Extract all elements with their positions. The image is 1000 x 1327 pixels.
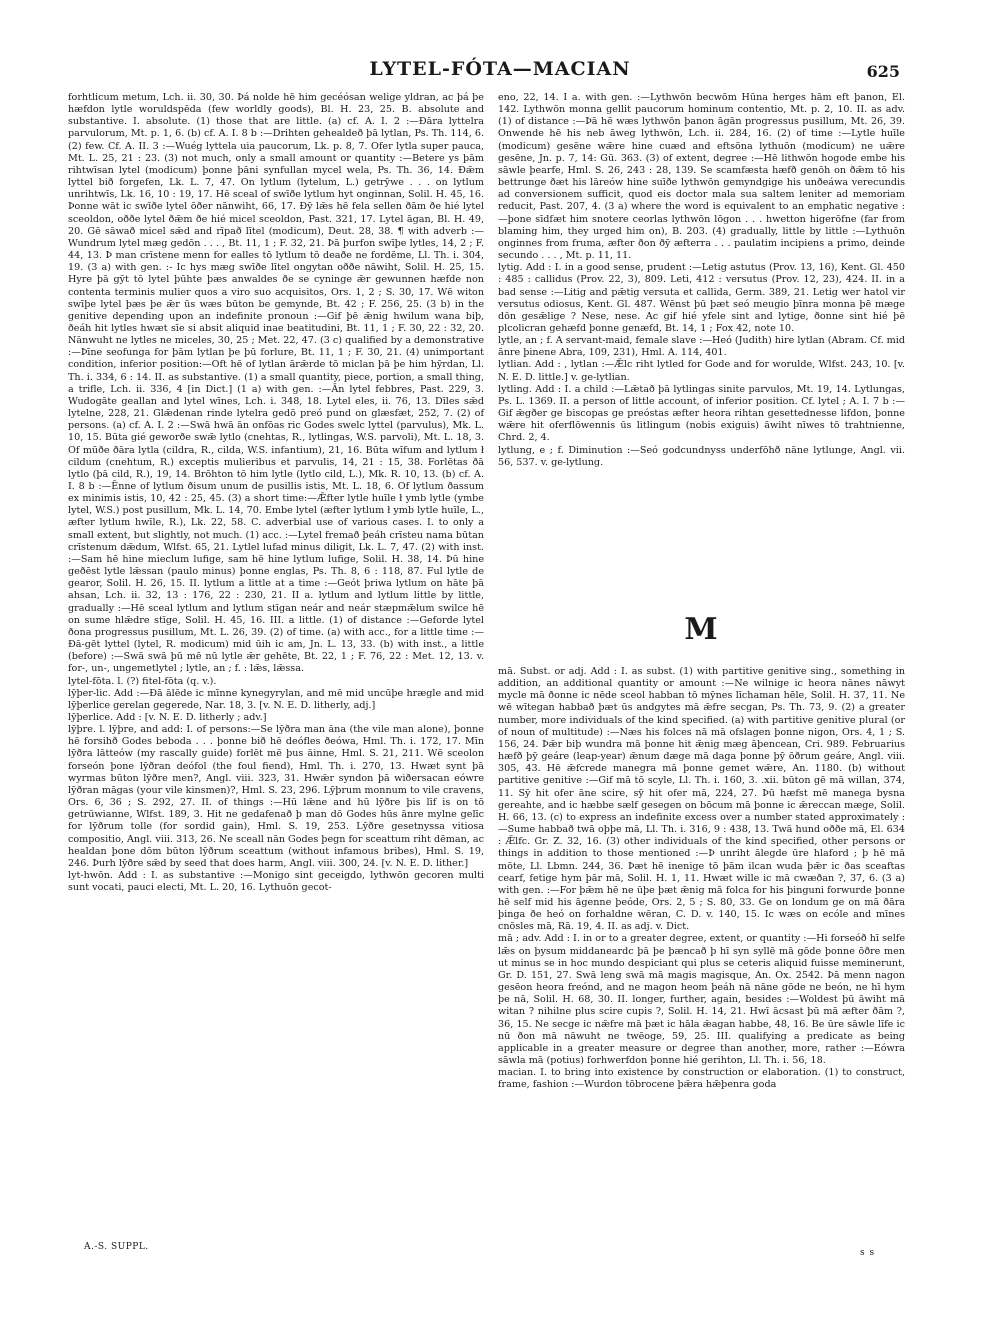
entry-lytling: lytling. Add : I. a child :—Lǣtað þā lytlingas sinite parvulos, Mt. 19, 14. Lytlungas, Ps. L. 1369. II. a person of little account, of inferior position. Cf. lytel ; A. I. 7 b :—Gif ǣgðer ge biscopas ge preóstas æfter heora rihtan gesettednesse lifdon, þonne wǣre hit oferflōwennis ūs litlingum (nobis exiguis) āwiht nīwes tō trahtnienne, Chrd. 2, 4. <box>498 383 905 444</box>
right-column-m-section <box>498 666 905 1091</box>
entry-lyther-lic: lȳþer-lic. Add :—Ðā ālēde ic mīnne kynegyrylan, and mē mid uncūþe hrægle and mid lȳþerlice gerelan gegerede, Nar. 18, 3. [v. N. E. D. litherly, adj.] <box>68 687 484 711</box>
entry-lythre: lȳþre. l. lȳþre, and add: I. of persons:—Se lȳðra man āna (the vile man alone), þonne hē forsihð Godes beboda . . . þonne bið hē deófles ðeówa, Hml. Th. i. 172, 17. Mīn lȳðra lātteów (my rascally guide) forlēt mē þus āinne, Hml. S. 21, 211. Wē sceolon forseón þone lȳðran deófol (the foul fiend), Hml. Th. i. 270, 13. Hwæt synt þā wyrmas būton lȳðre men?, Angl. viii. 323, 31. Hwǣr syndon þā wiðersacan eówre lȳðran māgas (your vile kinsmen)?, Hml. S. 23, 296. Lȳþrum monnum to vile cravens, Ors. 6, 36 ; S. 292, 27. II. of things :—Hū lǣne and hū lȳðre þis līf is on tō getrūwianne, Wlfst. 189, 3. Hit ne gedafenað þ man dō Godes hūs ānre mylne gelīc for lȳðrum tolle (for sordid gain), Hml. S. 19, 253. Lȳðre gesetnyssa vitiosa compositio, Angl. viii. 313, 26. Ne sceall nān Godes þegn for sceattum riht dēman, ac healdan þone dōm būton lȳðrum sceattum (without infamous bribes), Hml. S. 19, 246. Þurh lȳðre sǣd by seed that does harm, Angl. viii. 300, 24. [v. N. E. D. lither.] <box>68 724 484 869</box>
entry-lyt-hwon-continued: eno, 22, 14. I a. with gen. :—Lythwōn becwōm Hūna herges hām eft þanon, El. 142. Lythwōn monna gellit paucorum hominum contentio, Mt. p. 2, 10. II. as adv. (1) of distance :—Þā hē wæs lythwōn þanon āgān progressus pusillum, Mt. 26, 39. Onwende hē his neb āweg lythwōn, Lch. ii. 284, 16. (2) of time :—Lytle huīle (modicum) gesēne wǣre hine cuæd and eftsōna lythuōn (modicum) ne uǣre gesēne, Jn. p. 7, 14: Gū. 363. (3) of extent, degree :—Hē lithwōn hogode embe his sāwle þearfe, Hml. S. 26, 243 : 28, 139. Se scamfæsta hæfð genōh on ðǣm tō his bettrunge ðæt his lāreów hine suīðe lythwōn gemyndgige his unðeáwa verecundis ad conversionem sufficit, quod eis doctor mala sua saltem leniter ad memoriam reducit, Past. 207, 4. (3 a) where the word is equivalent to an emphatic negative :—þone sīdfæt him snotere ceorlas lythwōn lōgon . . . hwetton higerōfne (far from blaming him, they urged him on), B. 203. (4) gradually, little by little :—Lythuōn onginnes from fruma, æfter ðon ðȳ æfterra . . . paulatim incipiens a primo, deinde secundo . . . , Mt. p. 11, 11. <box>498 92 905 262</box>
entry-lytlung: lytlung, e ; f. Diminution :—Seó godcundnyss underfōhð nāne lytlunge, Angl. vii. 56, 537. v. ge-lytlung. <box>498 444 905 468</box>
left-column <box>68 92 484 894</box>
entry-lytherlice: lȳþerlice. Add : [v. N. E. D. litherly ; adv.] <box>68 711 267 723</box>
sheet-mark: s s <box>860 1248 876 1258</box>
entry-lytel-fota: lytel-fōta. l. (?) fitel-fōta (q. v.). <box>68 675 217 687</box>
entry-lytel-continued: forhtlicum metum, Lch. ii. 30, 30. Þá nolde hē him gecéósan welige yldran, ac þá þe hæfdon lytle woruldspēda (few worldly goods), Bl. H. 23, 25. B. absolute and substantive. I. absolute. (1) those that are little. (a) cf. A. I. 2 :—Ðāra lyttelra parvulorum, Mt. p. 1, 6. (b) cf. A. I. 8 b :—Drihten gehealdeð þā lytlan, Ps. Th. 114, 6. (2) few. Cf. A. II. 3 :—Wuég lyttela uia paucorum, Lk. p. 8, 7. Ofer lytla super pauca, Mt. L. 25, 21 : 23. (3) not much, only a small amount or quantity :—Betere ys þām rihtwīsan lytel (modicum) þonne þāni synfullan mycel wela, Ps. Th. 36, 14. Ðǣm lyttel bið forgefen, Lk. L. 7, 47. On lytlum (lytelum, L.) getrȳwe . . . on lytlum unrihtwīs, Lk. 16, 10 : 19, 17. Hē sceal of swīðe lytlum hyt onginnan, Solil. H. 45, 16. Þonne wāt ic swīðe lytel ōðer nānwiht, 66, 17. Ðȳ lǣs hē fela sellen ðām ðe hié lytel sceoldon, oððe lytel ðǣm ðe hié micel sceoldon, Past. 321, 17. Lytel āgan, Bl. H. 49, 20. Gē sāwað micel sǣd and rīpað lītel (modicum), Deut. 28, 38. ¶ with adverb :—Wundrum lytel mæg gedōn . . . , Bt. 11, 1 ; F. 32, 21. Þā þurfon swīþe lytles, 14, 2 ; F. 44, 13. Þ man crīstene menn for ealles tō lytlum tō deaðe ne fordēme, Ll. Th. i. 304, 19. (3 a) with gen. :- Ic hys mæg swīðe lītel ongytan oððe nāwiht, Solil. H. 25, 15. Hyre þā gȳt tō lytel þūhte þæs anwaldes ðe se cyninge ǣr gewunnen hæfde non contenta terminis mulier quos a viro suo acquisitos, Ors. 1, 2 ; S. 30, 17. Wē witon swīþe lytel þæs þe ǣr ūs wæs būton be gemynde, Bt. 42 ; F. 256, 25. (3 b) in the genitive depending upon an indefinite pronoun :—Gif þē ǣnig hwilum wana biþ, ðeáh hit lytles hwæt sīe si absit aliquid inae beatitudini, Bt. 11, 1 ; F. 30, 22 : 32, 20. Nānwuht ne lytles ne miceles, 30, 25 ; Met. 22, 47. (3 c) qualified by a demonstrative :—Þīne seofunga for þām lytlan þe þū forlure, Bt. 11, 1 ; F. 30, 21. (4) unimportant condition, inferior position:—Oft hē of lytlan ārǣrde tō miclan þā þe him hȳrdan, Ll. Th. i. 334, 6 : 14. II. as substantive. (1) a small quantity, piece, portion, a small thing, a trifle, Lch. ii. 336, 4 [in Dict.] (1 a) with gen. :—Ān lytel febbres, Past. 229, 3. Wudogāte geallan and lytel wīnes, Lch. i. 348, 18. Lytel eles, ii. 76, 13. Dīles sǣd lytelne, 228, 21. Glǣdenan rinde lytelra gedō preó pund on glæsfæt, 252, 7. (2) of persons. (a) cf. A. I. 2 :—Swā hwā ān onfōas ric Godes swelc lyttel (parvulus), Mk. L. 10, 15. Būta gié geworðe swǣ lytlo (cnehtas, R., lytlingas, W.S. parvoli), Mt. L. 18, 3. Of mūðe ðāra lytla (cildra, R., cilda, W.S. infantium), 21, 16. Būta wīfum and lytlum ł cildum (cnehtum, R.) exceptis mulieribus et parvulis, 14, 21 : 15, 38. Forlētas ðā lytlo (þā cild, R.), 19, 14. Brōhton tō him lytle (lytlo cild, L.), Mk. R. 10, 13. (b) cf. A. I. 8 b :—Ēnne of lytlum ðisum unum de pusillis istis, Mt. L. 18, 6. Of lytlum ðassum ex minimis istis, 10, 42 : 25, 45. (3) a short time:—Ǣfter lytle huīle ł ymb lytle (ymbe lytel, W.S.) post pusillum, Mk. L. 14, 70. Embe lytel (æfter lytlum ł ymb lytle huīle, L., æfter lytlum hwīle, R.), Lk. 22, 58. C. adverbial use of various cases. I. to only a small extent, but slightly, not much. (1) acc. :—Lytel fremað þeáh crīsteu nama būtan crīstenum dǣdum, Wlfst. 65, 21. Lytlel lufad minus diligit, Lk. L. 7, 47. (2) with inst. :—Sam hē hine mieclum lufige, sam hē hine lytlum lufige, Solil. H. 38, 14. Þū hine geðēst lytle lǣssan (paulo minus) þonne englas, Ps. Th. 8, 6 : 118, 87. Ful lytle de gearor, Solil. H. 26, 15. II. lytlum a little at a time :—Geót þriwa lytlum on hāte þā ahsan, Lch. ii. 32, 13 : 176, 22 : 230, 21. II a. lytlum and lytlum little by little, gradually :—Hē sceal lytlum and lytlum stīgan neár and neár stæpmǣlum swilce hē on sume hlǣdre stīge, Solil. H. 45, 16. III. a little. (1) of distance :—Geforde lytel ðona progressus pusillum, Mt. L. 26, 39. (2) of time. (a) with acc., for a little time :—Ðā-gēt lyttel (lytel, R. modicum) mid ūih ic am, Jn. L. 13, 33. (b) with inst., a little (before) :—Swā swā þū mē nū lytle ǣr gehēte, Bt. 22, 1 ; F. 76, 22 : Met. 12, 13. v. for-, un-, ungemetlytel ; lytle, an ; f. : lǣs, lǣssa. <box>68 92 484 675</box>
entry-lyt-hwon: lyt-hwōn. Add : I. as substantive :—Monigo sint geceigdo, lythwōn gecoren multi sunt vocati, pauci electi, Mt. L. 20, 16. Lythuōn gecot- <box>68 870 484 894</box>
entry-ma-adv: mā ; adv. Add : I. in or to a greater degree, extent, or quantity :—Hi forseóð hī selfe lǣs on þysum middaneardc þā þe þæncað þ hī syn syllē mā gōde þonne ōðre men ut minus se in hoc mundo despiciant qui plus se ceteris aliquid fuisse meminerunt, Gr. D. 151, 27. Swā leng swā mā magis magisque, An. Ox. 2542. Þā menn nagon gesēon heora freónd, and ne magon heom þeáh nā nāne gōde ne beón, ne hī hym þe nā, Solil. H. 68, 30. II. longer, further, again, besides :—Woldest þū āwiht mā witan ? nihilne plus scire cupis ?, Solil. H. 14, 21. Hwī ācsast þū mā æfter ðām ?, 36, 15. Ne secge ic nǣfre mā þæt ic hāla ǣagan habbe, 48, 16. Be ūre sāwle līfe ic nū ðon mā nāwuht ne twēoge, 59, 25. III. qualifying a predicate as being applicable in a greater measure or degree than another, more, rather :—Eówra sāwla mā (potius) forhwerfdon þonne hié gerihton, Ll. Th. i. 56, 18. <box>498 933 905 1066</box>
page-number: 625 <box>866 62 900 81</box>
entry-lytle: lytle, an ; f. A servant-maid, female slave :—Heó (Judith) hire lytlan (Abram. Cf. mid ānre þinene Abra, 109, 231), Hml. A. 114, 401. <box>498 335 905 359</box>
entry-lytig: lytig. Add : I. in a good sense, prudent :—Letig astutus (Prov. 13, 16), Kent. Gl. 450 : 485 : callidus (Prov. 22, 3), 809. Leti, 412 : versutus (Prov. 12, 23), 424. II. in a bad sense :—Litig and pǣtig versuta et callida, Germ. 389, 21. Letig wer hatol vir versutus odiosus, Kent. Gl. 487. Wēnst þū þæt seó meugio þīnra monna þē mæge dōn gesǣlige ? Nese, nese. Ac gif hié yfele sint and lytige, ðonne sint hié þē plcolicran gehæfd þonne genæfd, Bt. 14, 1 ; Fox 42, note 10. <box>498 262 905 334</box>
running-head: LYTEL-FÓTA—MACIAN <box>369 58 631 80</box>
right-column-top <box>498 92 905 469</box>
entry-macian: macian. I. to bring into existence by construction or elaboration. (1) to construct, frame, fashion :—Wurdon tōbrocene þǣra hǣþenra goda <box>498 1067 905 1091</box>
entry-ma-subst: mā. Subst. or adj. Add : I. as subst. (1) with partitive genitive sing., something in addition, an additional quantity or amount :—Ne wilnige ic heora nānes nāwyt mycle mā ðonne ic nēde sceol habban tō mȳnes līchaman hēle, Solil. H. 37, 11. Ne wē wītegan habbað þæt ūs andgytes mā ǣfre secgan, Ps. Th. 73, 9. (2) a greater number, more individuals of the kind specified. (a) with partitive genitive plural (or of noun of multitude) :—Næs his folces nā mā ofslagen þonne nigon, Ors. 4, 1 ; S. 156, 24. Þǣr biþ wundra mā þonne hit ǣnig mæg āþencean, Cri. 989. Februarius hæfð þȳ geáre (leap-year) ǣnum dæge mā daga þonne þȳ ōðrum geáre, Angl. viii. 305, 43. Hē ǣfcrede manegra mā þonne gemet wǣre, An. 1180. (b) without partitive genitive :—Gif mā tō scyle, Ll. Th. i. 160, 3. .xii. būton gē mā willan, 374, 11. Sȳ hit ofer āne scire, sȳ hit ofer mā, 224, 27. Þū hæfst mē manega bysna gereahte, and ic hæbbe sælf gesegen on bōcum mā þonne ic ǣreccan mæge, Solil. H. 66, 13. (c) to express an indefinite excess over a number stated approximately :—Sume habbað twā oþþe mā, Ll. Th. i. 316, 9 : 438, 13. Twā hund oððe mā, El. 634 : Ǣlfc. Gr. Z. 32, 16. (3) other individuals of the kind specified, other persons or things in addition to those mentioned :—Þ unriht ālegde ūre hlaford ; þ hē mā mōte, Ll. Lbmn. 244, 36. Þæt hē inenige tō þām ilcan wuda þǣr ic ðas sceaftas cearf, fetige hym þār mā, Solil. H. 1, 11. Hwæt wille ic mā cwæðan ?, 37, 6. (3 a) with gen. :—For þǣm hē ne ūþe þæt ǣnig mā folca for his þinguni forwurde þonne hē self mid his āgenne þeóde, Ors. 2, 5 ; S. 80, 33. Ge on londum ge on mā ðāra þinga ðe heó on forhaldne wēran, C. D. v. 140, 15. Ic wæs on ecóle and mīnes cnōsles mā, Rā. 19, 4. II. as adj. v. Dict. <box>498 666 905 933</box>
page-header <box>0 58 1000 88</box>
entry-lytlian: lytlian. Add : , lytlan :—Ǣlc riht lytled for Gode and for woruldе, Wlfst. 243, 10. [v. N. E. D. little.] v. ge-lytlian. <box>498 359 905 383</box>
signature-mark: A.-S. SUPPL. <box>84 1242 149 1252</box>
section-letter-m: M <box>684 612 719 647</box>
